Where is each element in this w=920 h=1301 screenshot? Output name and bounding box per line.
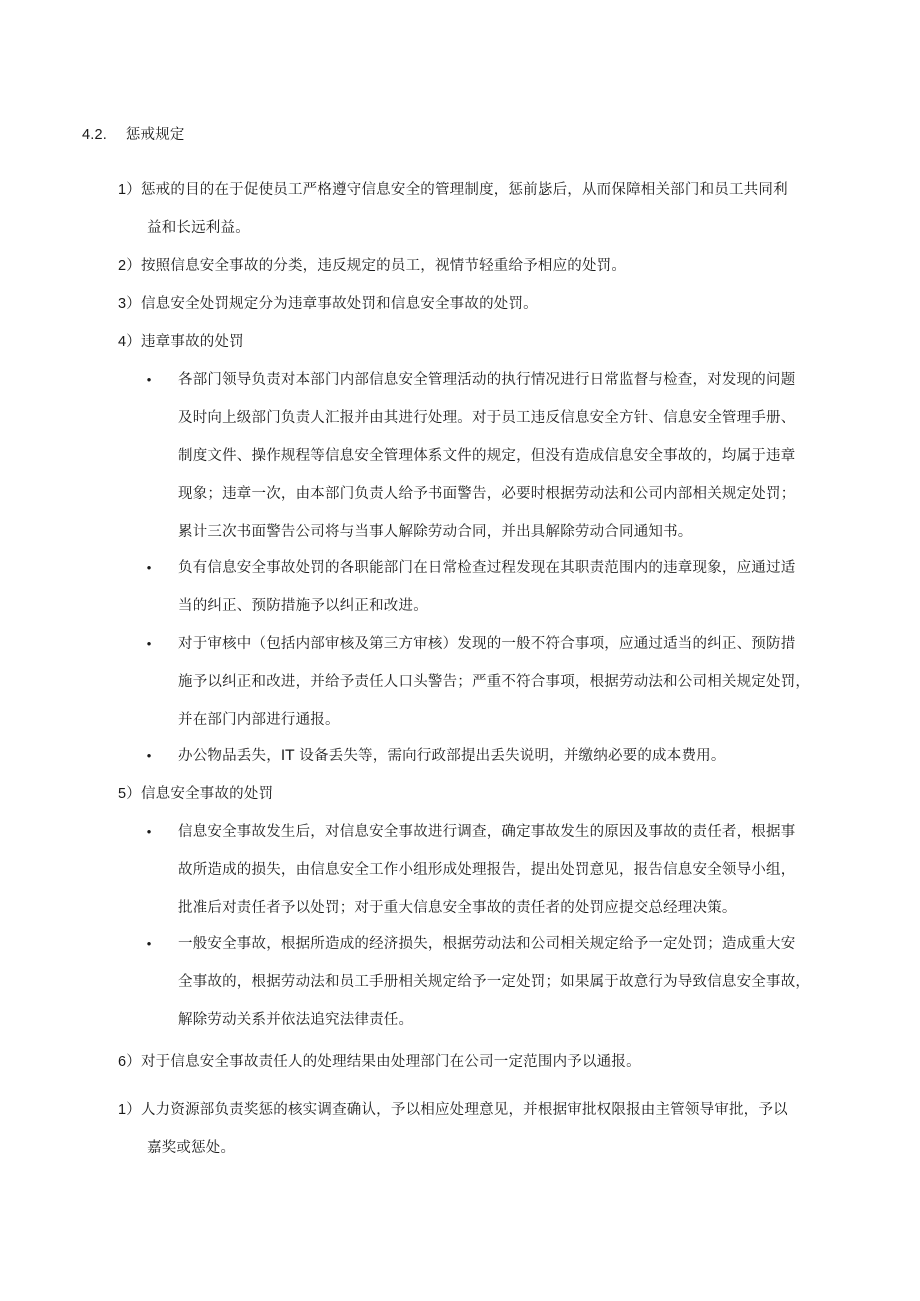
list-item xyxy=(118,180,788,200)
item-marker: 4） xyxy=(118,334,141,350)
bullet-dot: • xyxy=(146,636,152,651)
list-item xyxy=(118,256,626,276)
list-item-continuation: 嘉奖或惩处。 xyxy=(147,1140,236,1156)
bullet-dot: • xyxy=(146,560,152,575)
item-marker: 6） xyxy=(118,1054,141,1070)
item-text: 人力资源部负责奖惩的核实调查确认，予以相应处理意见，并根据审批权限报由主管领导审批，予以 xyxy=(140,1102,788,1118)
bullet-text: 现象；违章一次，由本部门负责人给予书面警告，必要时根据劳动法和公司内部相关规定处罚； xyxy=(178,486,796,502)
item-text: 惩戒的目的在于促使员工严格遵守信息安全的管理制度，惩前毖后，从而保障相关部门和员工共同利 xyxy=(140,182,788,198)
bullet-text: 负有信息安全事故处罚的各职能部门在日常检查过程发现在其职责范围内的违章现象，应通过适 xyxy=(178,560,796,576)
item-text: 按照信息安全事故的分类，违反规定的员工，视情节轻重给予相应的处罚。 xyxy=(140,258,627,274)
item-text: 对于信息安全事故责任人的处理结果由处理部门在公司一定范围内予以通报。 xyxy=(140,1054,641,1070)
bullet-dot: • xyxy=(146,372,152,387)
bullet-text: 并在部门内部进行通报。 xyxy=(178,712,340,728)
item-marker: 2） xyxy=(118,258,141,274)
item-marker: 5） xyxy=(118,786,141,802)
item-text: 信息安全处罚规定分为违章事故处罚和信息安全事故的处罚。 xyxy=(140,296,538,312)
item-marker: 1） xyxy=(118,1102,141,1118)
list-item-continuation: 益和长远利益。 xyxy=(147,220,250,236)
bullet-text: 全事故的，根据劳动法和员工手册相关规定给予一定处罚；如果属于故意行为导致信息安全事故， xyxy=(178,974,811,990)
section-number: 4.2. xyxy=(82,127,107,143)
bullet-text: 施予以纠正和改进，并给予责任人口头警告；严重不符合事项，根据劳动法和公司相关规定处罚， xyxy=(178,674,811,690)
list-item xyxy=(118,332,244,352)
item-marker: 3） xyxy=(118,296,141,312)
bullet-text: 各部门领导负责对本部门内部信息安全管理活动的执行情况进行日常监督与检查，对发现的问题 xyxy=(178,372,796,388)
bullet-text: 当的纠正、预防措施予以纠正和改进。 xyxy=(178,598,428,614)
list-item xyxy=(118,294,538,314)
list-item xyxy=(118,1100,788,1120)
item-marker: 1） xyxy=(118,182,141,198)
bullet-text: 信息安全事故发生后，对信息安全事故进行调查，确定事故发生的原因及事故的责任者，根据事 xyxy=(178,824,796,840)
item-text: 信息安全事故的处罚 xyxy=(140,786,274,802)
bullet-dot: • xyxy=(146,824,152,839)
bullet-text: 及时向上级部门负责人汇报并由其进行处理。对于员工违反信息安全方针、信息安全管理手册、 xyxy=(178,410,796,426)
bullet-text: 解除劳动关系并依法追究法律责任。 xyxy=(178,1012,414,1028)
bullet-text: 一般安全事故，根据所造成的经济损失，根据劳动法和公司相关规定给予一定处罚；造成重大安 xyxy=(178,936,796,952)
bullet-text: 故所造成的损失，由信息安全工作小组形成处理报告，提出处罚意见，报告信息安全领导小组， xyxy=(178,862,796,878)
bullet-text: 制度文件、操作规程等信息安全管理体系文件的规定，但没有造成信息安全事故的，均属于违章 xyxy=(178,448,796,464)
bullet-dot: • xyxy=(146,936,152,951)
bullet-text: 累计三次书面警告公司将与当事人解除劳动合同，并出具解除劳动合同通知书。 xyxy=(178,524,693,540)
bullet-text: 批准后对责任者予以处罚；对于重大信息安全事故的责任者的处罚应提交总经理决策。 xyxy=(178,900,737,916)
list-item xyxy=(118,1052,641,1072)
bullet-dot: • xyxy=(146,748,152,763)
section-title: 惩戒规定 xyxy=(125,127,185,143)
section-heading xyxy=(82,125,185,145)
item-text: 违章事故的处罚 xyxy=(140,334,244,350)
list-item xyxy=(118,784,273,804)
bullet-text: 对于审核中（包括内部审核及第三方审核）发现的一般不符合事项，应通过适当的纠正、预防措 xyxy=(178,636,796,652)
bullet-text: 办公物品丢失，IT 设备丢失等，需向行政部提出丢失说明，并缴纳必要的成本费用。 xyxy=(178,748,726,764)
